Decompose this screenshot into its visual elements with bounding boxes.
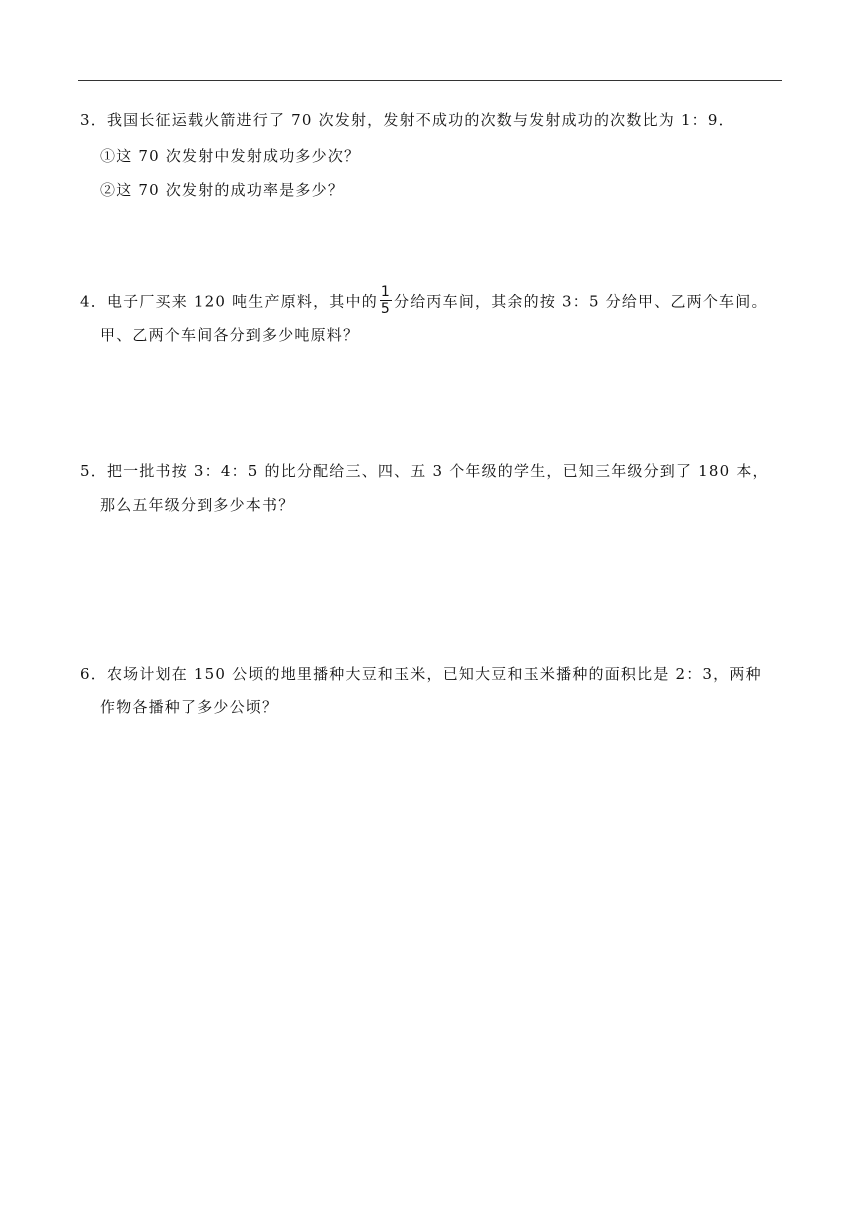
fraction-numerator: 1 xyxy=(380,284,392,300)
question-5-text-line-2: 那么五年级分到多少本书？ xyxy=(100,496,295,514)
question-4-text-line-2: 甲、乙两个车间各分到多少吨原料？ xyxy=(100,326,360,344)
question-3-subquestion-1: ①这 70 次发射中发射成功多少次？ xyxy=(100,147,361,165)
question-3-subquestion-2: ②这 70 次发射的成功率是多少？ xyxy=(100,181,345,199)
question-6-text-line-2: 作物各播种了多少公顷？ xyxy=(100,698,279,716)
question-5-text: 5．把一批书按 3：4：5 的比分配给三、四、五 3 个年级的学生，已知三年级分到了 180 本， xyxy=(80,462,769,480)
question-4-text-before-fraction: 4．电子厂买来 120 吨生产原料，其中的 xyxy=(80,292,378,311)
question-3-text: 3．我国长征运载火箭进行了 70 次发射，发射不成功的次数与发射成功的次数比为 1：9． xyxy=(80,111,735,129)
fraction xyxy=(380,285,392,316)
question-6-text: 6．农场计划在 150 公顷的地里播种大豆和玉米，已知大豆和玉米播种的面积比是 2：3，两种 xyxy=(80,665,762,683)
question-4-text-after-fraction: 分给丙车间，其余的按 3：5 分给甲、乙两个车间。 xyxy=(394,292,768,311)
header-rule xyxy=(78,80,782,81)
fraction-denominator: 5 xyxy=(380,301,392,317)
question-4-text xyxy=(80,284,768,318)
